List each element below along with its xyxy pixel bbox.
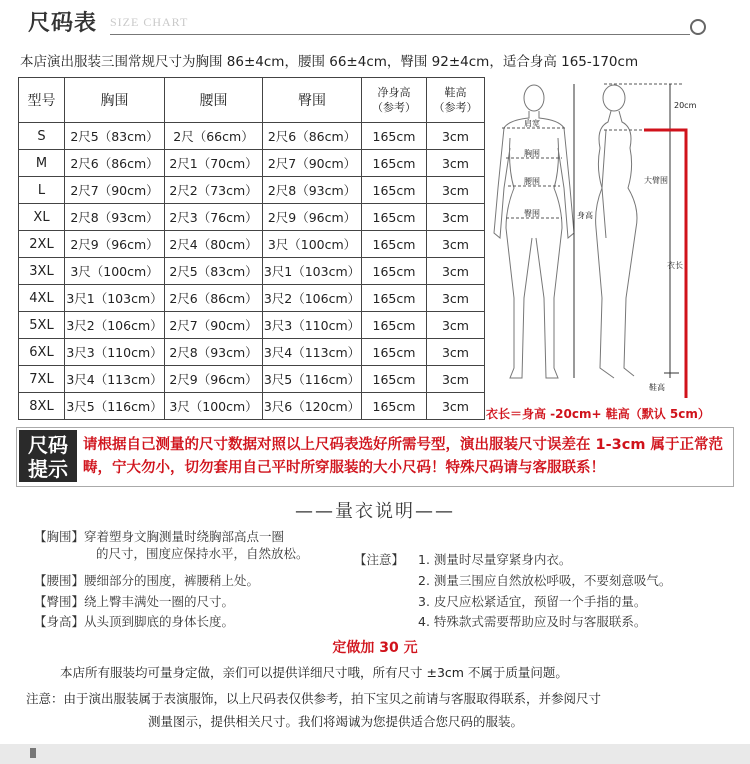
- table-cell: 2尺2（73cm）: [165, 177, 263, 204]
- label-upper-arm: 大臂围: [644, 176, 668, 185]
- table-cell: 3尺2（106cm）: [65, 312, 165, 339]
- intro-text: 本店演出服装三围常规尺寸为胸围 86±4cm，腰围 66±4cm，臀围 92±4cm，适合身高 165-170cm: [20, 54, 639, 70]
- body-measurement-diagram: [484, 78, 730, 423]
- table-cell: 165cm: [362, 258, 427, 285]
- notice-text: 请根据自己测量的尺寸数据对照以上尺码表选好所需号型，演出服装尺寸误差在 1-3cm 属于正常范畴，宁大勿小，切勿套用自己平时所穿服装的大小尺码！特殊尺码请与客服联系！: [83, 437, 723, 476]
- bottom-strip: [0, 744, 750, 764]
- custom-price: 定做加 30 元: [332, 640, 418, 656]
- measure-item-height: 【身高】从头顶到脚底的身体长度。: [34, 614, 235, 629]
- measure-title: ——量衣说明——: [295, 501, 455, 522]
- length-formula: 衣长＝身高 -20cm+ 鞋高（默认 5cm）: [486, 407, 710, 421]
- label-hip: 臀围: [524, 209, 540, 218]
- table-row: [19, 231, 485, 258]
- table-cell: 3cm: [427, 231, 485, 258]
- table-cell: 2尺5（83cm）: [165, 258, 263, 285]
- label-length: 衣长: [667, 261, 683, 270]
- table-cell: 3cm: [427, 204, 485, 231]
- table-cell: 3尺4（113cm）: [65, 366, 165, 393]
- table-cell: 3尺1（103cm）: [65, 285, 165, 312]
- table-cell: 3尺（100cm）: [165, 393, 263, 420]
- table-cell: 165cm: [362, 366, 427, 393]
- note-item: 4. 特殊款式需要帮助应及时与客服联系。: [418, 614, 647, 629]
- col-header-heel: 鞋高 （参考）: [427, 78, 485, 123]
- size-notice: [16, 427, 734, 487]
- table-cell: 2尺6（86cm）: [263, 123, 362, 150]
- table-cell: 3尺5（116cm）: [263, 366, 362, 393]
- label-chest: 胸围: [524, 149, 540, 158]
- table-cell: 3尺4（113cm）: [263, 339, 362, 366]
- footer-line-3: 测量图示，提供相关尺寸。我们将竭诚为您提供适合您尺码的服装。: [148, 714, 524, 729]
- table-cell: 165cm: [362, 150, 427, 177]
- table-cell: 2尺8（93cm）: [165, 339, 263, 366]
- table-cell: 165cm: [362, 231, 427, 258]
- table-row: [19, 339, 485, 366]
- table-row: [19, 150, 485, 177]
- measure-item-hip: 【臀围】绕上臀丰满处一圈的尺寸。: [34, 594, 235, 609]
- table-row: [19, 204, 485, 231]
- table-cell: S: [19, 123, 65, 150]
- table-cell: 3cm: [427, 312, 485, 339]
- label-height: 身高: [577, 211, 593, 220]
- table-cell: 4XL: [19, 285, 65, 312]
- table-cell: 3cm: [427, 177, 485, 204]
- col-header-hip: 臀围: [263, 78, 362, 123]
- table-cell: 3cm: [427, 123, 485, 150]
- table-row: [19, 177, 485, 204]
- table-cell: 3尺1（103cm）: [263, 258, 362, 285]
- table-cell: 2尺6（86cm）: [165, 285, 263, 312]
- page-subtitle: SIZE CHART: [110, 15, 189, 29]
- table-cell: 2尺4（80cm）: [165, 231, 263, 258]
- table-cell: 2尺7（90cm）: [65, 177, 165, 204]
- col-header-height: 净身高 （参考）: [362, 78, 427, 123]
- table-cell: 165cm: [362, 285, 427, 312]
- table-cell: 3cm: [427, 258, 485, 285]
- table-cell: 3cm: [427, 150, 485, 177]
- table-row: [19, 285, 485, 312]
- table-cell: 3cm: [427, 339, 485, 366]
- label-shoulder: 肩宽: [524, 119, 540, 128]
- table-cell: 2尺（66cm）: [165, 123, 263, 150]
- table-cell: 2尺9（96cm）: [65, 231, 165, 258]
- footer-line-1: 本店所有服装均可量身定做，亲们可以提供详细尺寸哦，所有尺寸 ±3cm 不属于质量问题。: [60, 665, 568, 680]
- label-heel: 鞋高: [649, 383, 665, 392]
- table-row: [19, 258, 485, 285]
- table-cell: 3cm: [427, 366, 485, 393]
- circle-ornament-icon: [690, 19, 706, 35]
- title-divider: [110, 34, 690, 35]
- note-item: 3. 皮尺应松紧适宜，预留一个手指的量。: [418, 594, 647, 609]
- table-cell: 165cm: [362, 204, 427, 231]
- table-cell: 5XL: [19, 312, 65, 339]
- table-cell: 8XL: [19, 393, 65, 420]
- col-header-waist: 腰围: [165, 78, 263, 123]
- table-cell: XL: [19, 204, 65, 231]
- table-cell: 2尺8（93cm）: [65, 204, 165, 231]
- table-cell: 3XL: [19, 258, 65, 285]
- table-cell: 2尺7（90cm）: [165, 312, 263, 339]
- table-row: [19, 393, 485, 420]
- table-cell: 2尺6（86cm）: [65, 150, 165, 177]
- table-cell: 2尺5（83cm）: [65, 123, 165, 150]
- notice-badge: 尺码 提示: [19, 430, 77, 482]
- table-cell: 6XL: [19, 339, 65, 366]
- table-cell: 2XL: [19, 231, 65, 258]
- measure-item-waist: 【腰围】腰细部分的围度，裤腰稍上处。: [34, 573, 260, 588]
- table-cell: 165cm: [362, 393, 427, 420]
- col-header-size: 型号: [19, 78, 65, 123]
- table-cell: M: [19, 150, 65, 177]
- table-cell: L: [19, 177, 65, 204]
- table-cell: 3尺5（116cm）: [65, 393, 165, 420]
- table-cell: 2尺3（76cm）: [165, 204, 263, 231]
- notes-label: 【注意】: [354, 552, 405, 567]
- measure-item-chest: 【胸围】穿着塑身文胸测量时绕胸部高点一圈 的尺寸，围度应保持水平，自然放松。: [34, 529, 309, 561]
- table-cell: 3尺3（110cm）: [65, 339, 165, 366]
- table-cell: 3尺3（110cm）: [263, 312, 362, 339]
- table-cell: 3尺（100cm）: [263, 231, 362, 258]
- size-table: [18, 77, 485, 420]
- table-cell: 2尺7（90cm）: [263, 150, 362, 177]
- note-item: 1. 测量时尽量穿紧身内衣。: [418, 552, 572, 567]
- table-cell: 2尺9（96cm）: [165, 366, 263, 393]
- title-bar: [0, 0, 750, 40]
- table-cell: 165cm: [362, 339, 427, 366]
- table-cell: 2尺1（70cm）: [165, 150, 263, 177]
- table-cell: 165cm: [362, 177, 427, 204]
- table-cell: 165cm: [362, 123, 427, 150]
- table-cell: 3尺6（120cm）: [263, 393, 362, 420]
- table-cell: 165cm: [362, 312, 427, 339]
- table-row: [19, 123, 485, 150]
- col-header-chest: 胸围: [65, 78, 165, 123]
- table-cell: 3尺（100cm）: [65, 258, 165, 285]
- table-header-row: [19, 78, 485, 123]
- table-cell: 3尺2（106cm）: [263, 285, 362, 312]
- table-cell: 3cm: [427, 285, 485, 312]
- table-cell: 7XL: [19, 366, 65, 393]
- footer-line-2: 注意：由于演出服装属于表演服饰，以上尺码表仅供参考，拍下宝贝之前请与客服取得联系，并参阅尺寸: [26, 691, 602, 706]
- bottom-mark: [30, 748, 36, 758]
- label-head: 20cm: [674, 101, 697, 110]
- page-title: 尺码表: [28, 11, 98, 36]
- table-cell: 2尺8（93cm）: [263, 177, 362, 204]
- table-cell: 2尺9（96cm）: [263, 204, 362, 231]
- table-row: [19, 312, 485, 339]
- table-row: [19, 366, 485, 393]
- label-waist: 腰围: [524, 177, 540, 186]
- note-item: 2. 测量三围应自然放松呼吸，不要刻意吸气。: [418, 573, 672, 588]
- table-cell: 3cm: [427, 393, 485, 420]
